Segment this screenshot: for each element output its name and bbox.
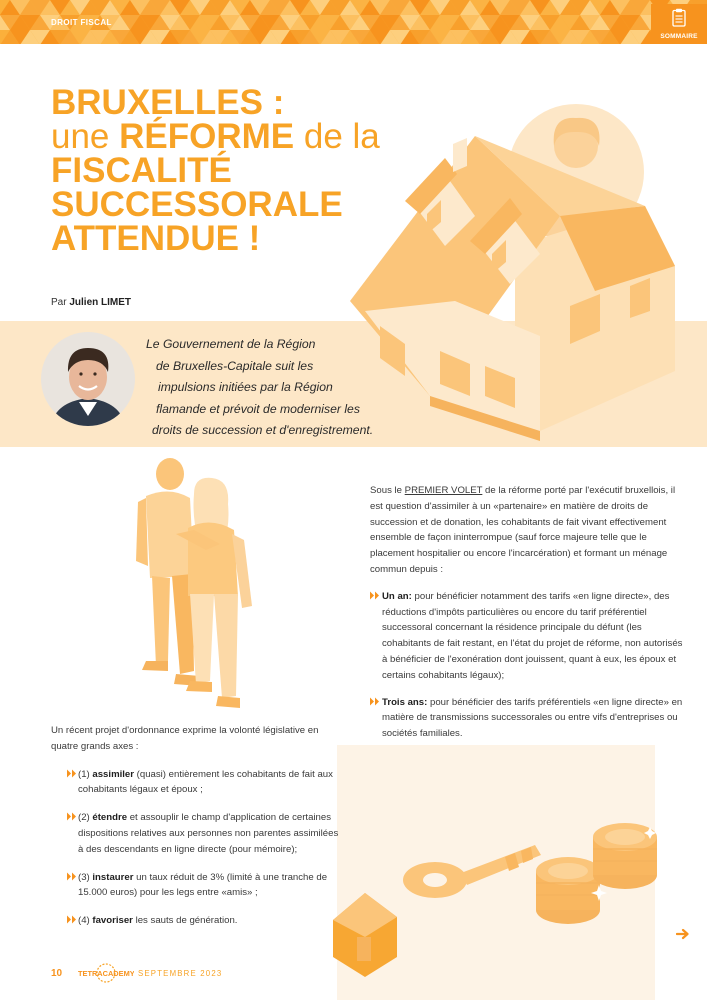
- axis-item: [51, 767, 343, 799]
- keys-coins-illustration: [325, 745, 665, 1000]
- left-intro-paragraph: Un récent projet d'ordonnance exprime la volonté législative en quatre grands axes :: [51, 725, 319, 752]
- intro-line: droits de succession et d'enregistrement.: [152, 423, 374, 438]
- title-line-1: BRUXELLES :: [51, 83, 285, 122]
- title-line-2-part-1: une: [51, 117, 120, 156]
- axis-text: un taux réduit de 3% (limité à une tranche de 15.000 euros) pour les legs entre «amis» ;: [78, 871, 328, 899]
- page-number: 10: [51, 968, 63, 979]
- bullet-item: [370, 695, 688, 742]
- issue-date: SEPTEMBRE 2023: [138, 969, 223, 978]
- bullet-text: pour bénéficier des tarifs préférentiels «en ligne directe» en matière de transmissions successorales ou entre vifs d'entreprises ou sociétés familiales.: [382, 696, 683, 740]
- tetracademy-logo: [78, 962, 134, 989]
- axis-text: (quasi) entièrement les cohabitants de fait aux cohabitants légaux et époux ;: [78, 768, 333, 796]
- axis-text: les sauts de génération.: [132, 915, 238, 927]
- axis-num: (3): [78, 871, 93, 883]
- author-portrait: [41, 332, 135, 426]
- intro-line: de Bruxelles-Capitale suit les: [156, 358, 314, 373]
- premier-volet-label: PREMIER VOLET: [404, 485, 483, 496]
- sommaire-label: SOMMAIRE: [660, 33, 698, 40]
- bullet-item: [370, 589, 688, 684]
- double-chevron-icon: [370, 590, 380, 606]
- next-page-arrow-icon[interactable]: [676, 927, 690, 945]
- double-chevron-icon: [67, 768, 77, 784]
- clipboard-icon: [672, 8, 686, 32]
- bullet-text: pour bénéficier notamment des tarifs «en ligne directe», des réductions d'impôts particulières ou encore du tarif préférentiel successoral concernant la résidence principale du défunt (les cohabitants de fait restant, en l'état du projet de réforme, non autorisés à bénéficier de l'exonération dont jouissent, quant à eux, les époux et certains cohabitants légaux);: [382, 590, 683, 681]
- double-chevron-icon: [67, 811, 77, 827]
- right-column: [370, 483, 688, 742]
- axis-lead: favoriser: [92, 915, 133, 927]
- title-line-2-part-3: de la: [294, 117, 380, 156]
- author-name: Julien LIMET: [69, 297, 132, 308]
- intro-line: Le Gouvernement de la Région: [146, 337, 316, 351]
- byline: [51, 297, 131, 308]
- intro-line: flamande et prévoit de moderniser les: [156, 401, 360, 416]
- para-text: Sous le: [370, 485, 405, 496]
- title-line-2: [51, 117, 451, 156]
- title-line-2-part-2: RÉFORME: [119, 117, 295, 156]
- title-line-3: FISCALITÉ: [51, 151, 232, 190]
- intro-text: [138, 334, 388, 442]
- axis-item: [51, 810, 343, 857]
- axis-num: (1): [78, 768, 93, 780]
- sommaire-button[interactable]: [651, 4, 707, 44]
- double-chevron-icon: [67, 871, 77, 887]
- right-intro-paragraph: [370, 483, 688, 578]
- axis-num: (2): [78, 812, 93, 824]
- axis-lead: étendre: [92, 812, 128, 824]
- logo-text: TETRACADEMY: [78, 969, 134, 978]
- intro-line: impulsions initiées par la Région: [158, 380, 333, 395]
- axis-item: [51, 913, 343, 929]
- axis-num: (4): [78, 915, 93, 927]
- bullet-lead: Trois ans:: [382, 696, 428, 708]
- axis-lead: instaurer: [92, 871, 134, 883]
- para-text: de la réforme porté par l'exécutif bruxellois, il est question d'assimiler à un «partenaire» en matière de droits de succession et de donation, les cohabitants de fait vivant effectivement ensemble de façon ininterrompue (sauf force majeure telle que le placement hospitalier ou encore l'incarcération) et formant un ménage commun depuis :: [370, 485, 676, 575]
- title-line-4: SUCCESSORALE: [51, 185, 343, 224]
- axis-lead: assimiler: [92, 768, 134, 780]
- title-line-5: ATTENDUE !: [51, 219, 261, 258]
- double-chevron-icon: [67, 914, 77, 930]
- axis-text: et assouplir le champ d'application de certaines dispositions relatives aux personnes non parentes assimilées à des descendants en ligne directe (pour mémoire);: [78, 812, 339, 855]
- axis-item: [51, 870, 343, 902]
- article-title: [51, 83, 451, 258]
- bullet-lead: Un an:: [382, 590, 412, 602]
- double-chevron-icon: [370, 696, 380, 712]
- left-column: [51, 723, 343, 929]
- section-label: DROIT FISCAL: [51, 18, 112, 27]
- byline-prefix: Par: [51, 297, 70, 308]
- couple-illustration: [128, 456, 268, 726]
